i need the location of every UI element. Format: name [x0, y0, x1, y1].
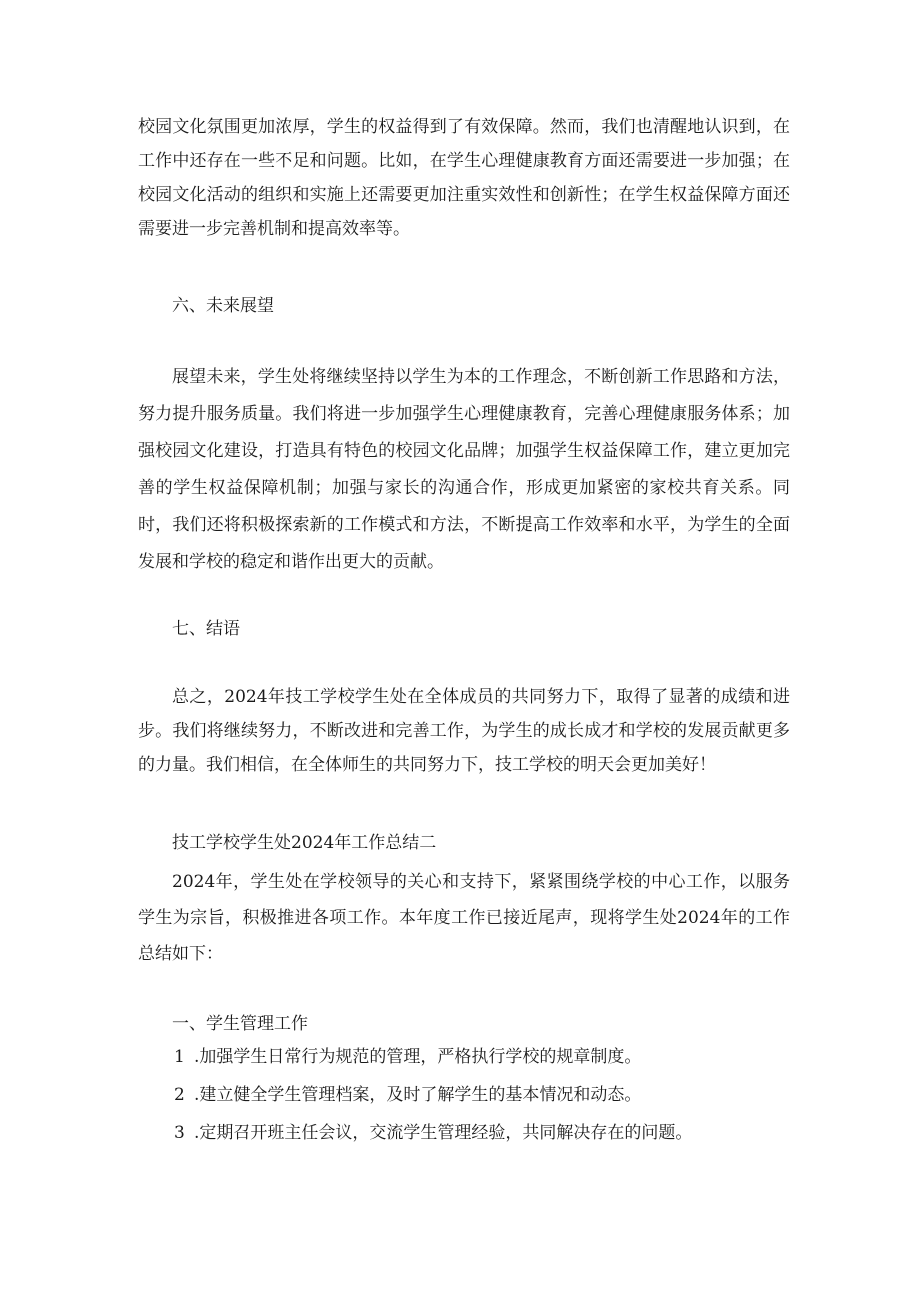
list-item	[174, 1083, 641, 1107]
document-subtitle: 技工学校学生处2024年工作总结二	[172, 833, 437, 853]
paragraph-introduction: 2024年，学生处在学校领导的关心和支持下，紧紧围绕学校的中心工作，以服务学生为宗旨，积极推进各项工作。本年度工作已接近尾声，现将学生处2024年的工作总结如下：	[138, 872, 790, 964]
list-item	[174, 1121, 692, 1145]
list-item	[174, 1045, 641, 1069]
paragraph-achievements-issues: 校园文化氛围更加浓厚，学生的权益得到了有效保障。然而，我们也清醒地认识到，在工作中还存在一些不足和问题。比如，在学生心理健康教育方面还需要进一步加强；在校园文化活动的组织和实施上还需要更加注重实效性和创新性；在学生权益保障方面还需要进一步完善机制和提高效率等。	[138, 117, 790, 239]
list-item-text: .定期召开班主任会议，交流学生管理经验，共同解决存在的问题。	[194, 1123, 693, 1143]
paragraph-future-outlook: 展望未来，学生处将继续坚持以学生为本的工作理念，不断创新工作思路和方法，努力提升服务质量。我们将进一步加强学生心理健康教育，完善心理健康服务体系；加强校园文化建设，打造具有特色的校园文化品牌；加强学生权益保障工作，建立更加完善的学生权益保障机制；加强与家长的沟通合作，形成更加紧密的家校共育关系。同时，我们还将积极探索新的工作模式和方法，不断提高工作效率和水平，为学生的全面发展和学校的稳定和谐作出更大的贡献。	[138, 367, 790, 572]
list-item-text: .加强学生日常行为规范的管理，严格执行学校的规章制度。	[194, 1047, 642, 1067]
section-heading-student-management: 一、学生管理工作	[172, 1014, 308, 1034]
list-item-number: 1	[174, 1047, 185, 1067]
paragraph-conclusion: 总之，2024年技工学校学生处在全体成员的共同努力下，取得了显著的成绩和进步。我们将继续努力，不断改进和完善工作，为学生的成长成才和学校的发展贡献更多的力量。我们相信，在全体师生的共同努力下，技工学校的明天会更加美好！	[138, 687, 790, 775]
list-item-number: 3	[174, 1123, 185, 1143]
list-item-text: .建立健全学生管理档案，及时了解学生的基本情况和动态。	[194, 1085, 642, 1105]
section-heading-future-outlook: 六、未来展望	[172, 296, 274, 316]
list-item-number: 2	[174, 1085, 185, 1105]
section-heading-conclusion: 七、结语	[172, 619, 240, 639]
